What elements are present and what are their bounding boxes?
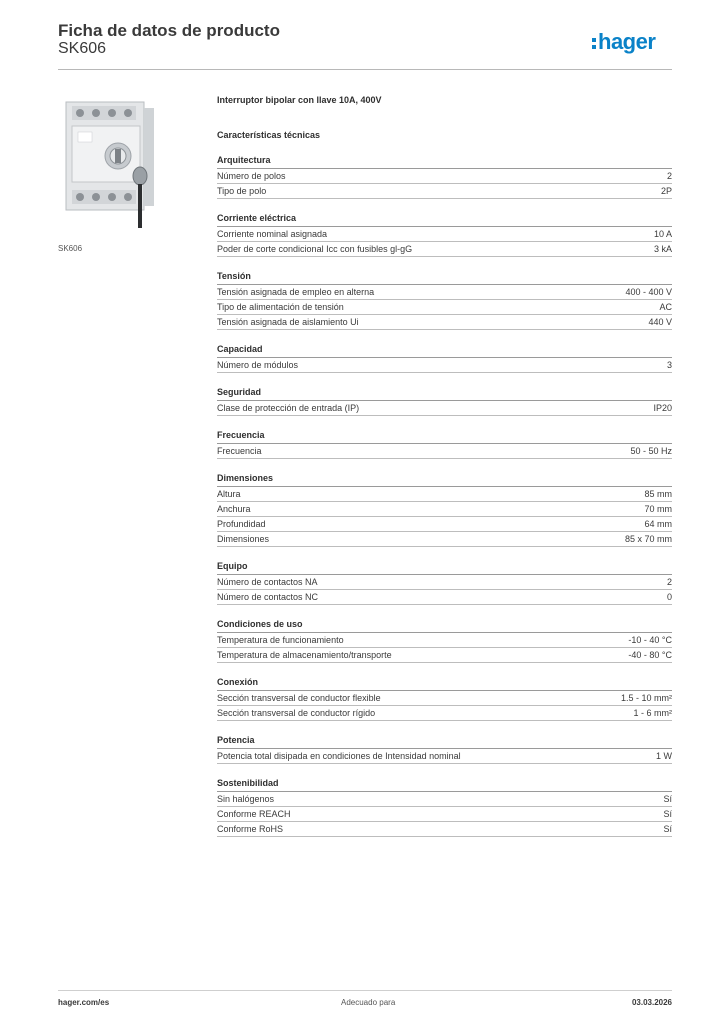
- footer-date: 03.03.2026: [631, 998, 672, 1007]
- spec-row: [217, 822, 672, 837]
- spec-section: [217, 560, 672, 605]
- section-title: Frecuencia: [217, 429, 672, 444]
- image-caption: SK606: [58, 244, 83, 253]
- spec-value: 2: [666, 171, 672, 181]
- spec-section: [217, 343, 672, 373]
- spec-label: Tensión asignada de empleo en alterna: [217, 287, 375, 297]
- logo-text: hager: [598, 29, 656, 54]
- spec-label: Sección transversal de conductor flexible: [217, 693, 381, 703]
- section-title: Arquitectura: [217, 154, 672, 169]
- spec-row: [217, 487, 672, 502]
- spec-row: [217, 358, 672, 373]
- spec-label: Número de polos: [217, 171, 286, 181]
- spec-row: [217, 807, 672, 822]
- spec-value: 85 mm: [644, 489, 672, 499]
- section-title: Seguridad: [217, 386, 672, 401]
- spec-row: [217, 532, 672, 547]
- spec-section: [217, 154, 672, 199]
- spec-row: [217, 169, 672, 184]
- section-title: Capacidad: [217, 343, 672, 358]
- spec-row: [217, 590, 672, 605]
- spec-label: Sin halógenos: [217, 794, 275, 804]
- spec-section: [217, 386, 672, 416]
- spec-value: -10 - 40 °C: [628, 635, 672, 645]
- spec-value: IP20: [653, 403, 672, 413]
- product-description: Interruptor bipolar con llave 10A, 400V: [217, 95, 382, 105]
- spec-row: [217, 227, 672, 242]
- footer-website[interactable]: hager.com/es: [58, 998, 110, 1007]
- spec-label: Temperatura de funcionamiento: [217, 635, 344, 645]
- spec-row: [217, 749, 672, 764]
- spec-label: Número de contactos NC: [217, 592, 319, 602]
- spec-label: Número de módulos: [217, 360, 299, 370]
- section-title: Corriente eléctrica: [217, 212, 672, 227]
- spec-label: Corriente nominal asignada: [217, 229, 328, 239]
- spec-sections: [217, 154, 672, 837]
- spec-label: Tipo de polo: [217, 186, 267, 196]
- spec-value: 400 - 400 V: [625, 287, 672, 297]
- spec-row: [217, 444, 672, 459]
- spec-section: [217, 429, 672, 459]
- spec-label: Anchura: [217, 504, 251, 514]
- spec-section: [217, 270, 672, 330]
- spec-row: [217, 285, 672, 300]
- spec-value: 1.5 - 10 mm²: [620, 693, 672, 703]
- product-image: [58, 94, 201, 240]
- spec-label: Potencia total disipada en condiciones de Intensidad nominal: [217, 751, 461, 761]
- spec-value: AC: [659, 302, 672, 312]
- section-title: Condiciones de uso: [217, 618, 672, 633]
- spec-value: Sí: [663, 794, 672, 804]
- spec-row: [217, 242, 672, 257]
- spec-row: [217, 792, 672, 807]
- spec-row: [217, 633, 672, 648]
- spec-value: Sí: [663, 824, 672, 834]
- spec-section: [217, 777, 672, 837]
- spec-label: Sección transversal de conductor rígido: [217, 708, 376, 718]
- spec-row: [217, 300, 672, 315]
- spec-label: Temperatura de almacenamiento/transporte: [217, 650, 392, 660]
- spec-value: 1 W: [655, 751, 672, 761]
- hager-logo: [591, 27, 677, 57]
- section-title: Sostenibilidad: [217, 777, 672, 792]
- spec-value: -40 - 80 °C: [628, 650, 672, 660]
- spec-label: Número de contactos NA: [217, 577, 318, 587]
- spec-row: [217, 315, 672, 330]
- spec-value: 64 mm: [644, 519, 672, 529]
- spec-label: Altura: [217, 489, 241, 499]
- spec-label: Poder de corte condicional Icc con fusibles gl-gG: [217, 244, 413, 254]
- spec-value: 85 x 70 mm: [624, 534, 672, 544]
- spec-value: 440 V: [648, 317, 672, 327]
- spec-section: [217, 676, 672, 721]
- spec-label: Tipo de alimentación de tensión: [217, 302, 344, 312]
- spec-value: 70 mm: [644, 504, 672, 514]
- spec-row: [217, 648, 672, 663]
- spec-value: 0: [666, 592, 672, 602]
- spec-value: 10 A: [653, 229, 672, 239]
- spec-row: [217, 517, 672, 532]
- spec-label: Conforme REACH: [217, 809, 291, 819]
- spec-label: Conforme RoHS: [217, 824, 284, 834]
- spec-section: [217, 212, 672, 257]
- section-title: Equipo: [217, 560, 672, 575]
- footer-note: Adecuado para: [341, 998, 396, 1007]
- spec-row: [217, 575, 672, 590]
- spec-label: Tensión asignada de aislamiento Ui: [217, 317, 359, 327]
- spec-row: [217, 502, 672, 517]
- footer-divider: [58, 990, 672, 991]
- spec-label: Clase de protección de entrada (IP): [217, 403, 360, 413]
- product-code: SK606: [58, 40, 107, 57]
- section-title: Conexión: [217, 676, 672, 691]
- section-title: Dimensiones: [217, 472, 672, 487]
- spec-section: [217, 472, 672, 547]
- spec-section: [217, 618, 672, 663]
- spec-value: 3: [666, 360, 672, 370]
- spec-value: Sí: [663, 809, 672, 819]
- section-title: Tensión: [217, 270, 672, 285]
- spec-label: Profundidad: [217, 519, 266, 529]
- spec-section: [217, 734, 672, 764]
- tech-characteristics-title: Características técnicas: [217, 130, 321, 140]
- spec-row: [217, 691, 672, 706]
- spec-value: 1 - 6 mm²: [633, 708, 672, 718]
- spec-row: [217, 706, 672, 721]
- spec-row: [217, 401, 672, 416]
- header-divider: [58, 69, 672, 70]
- spec-label: Frecuencia: [217, 446, 262, 456]
- page-title: Ficha de datos de producto: [58, 21, 280, 40]
- spec-value: 50 - 50 Hz: [630, 446, 672, 456]
- section-title: Potencia: [217, 734, 672, 749]
- spec-value: 2P: [660, 186, 672, 196]
- spec-value: 2: [666, 577, 672, 587]
- spec-content: [217, 94, 672, 837]
- spec-label: Dimensiones: [217, 534, 270, 544]
- spec-value: 3 kA: [653, 244, 672, 254]
- spec-row: [217, 184, 672, 199]
